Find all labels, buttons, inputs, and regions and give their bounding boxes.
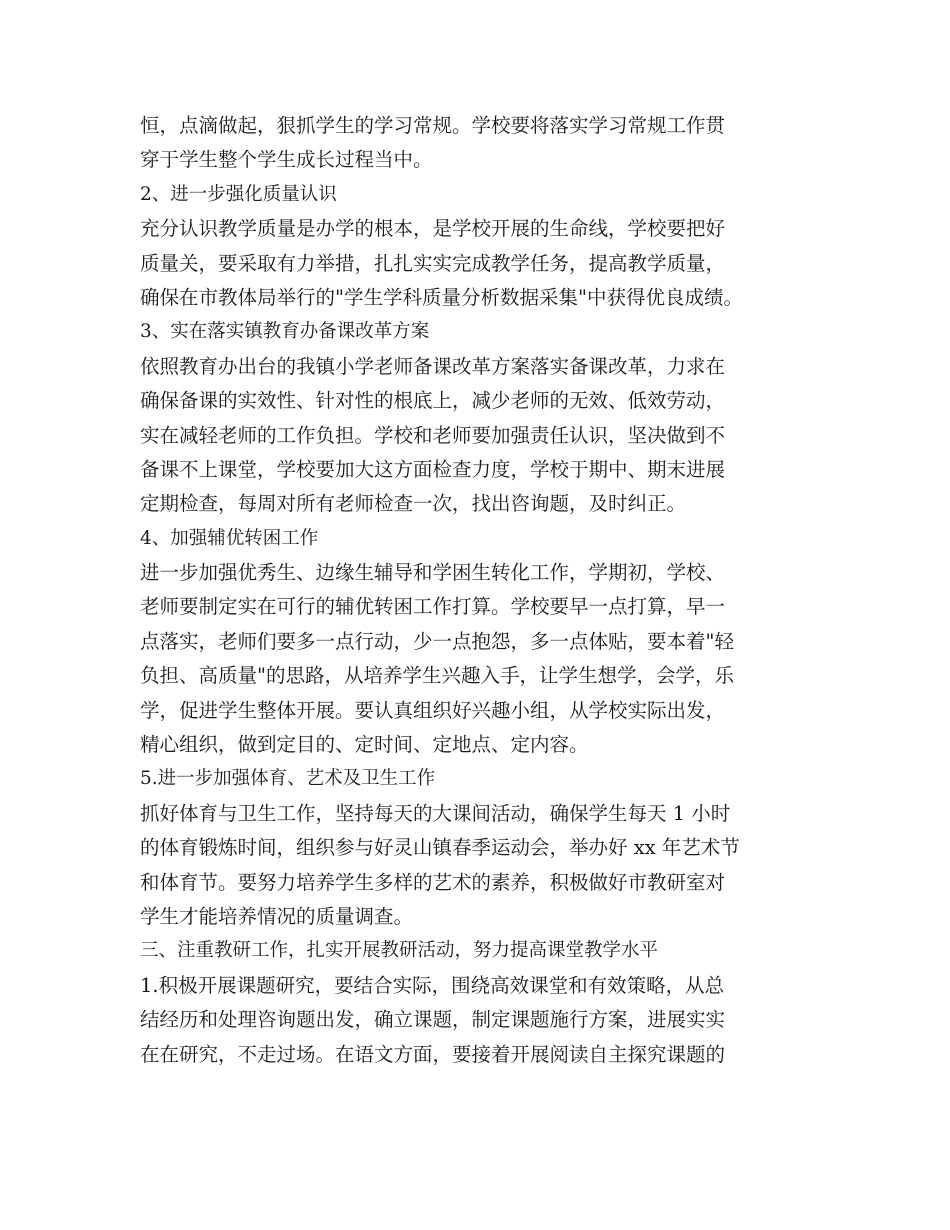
text-line: 点落实，老师们要多一点行动，少一点抱怨，多一点体贴，要本着"轻 [140,629,734,653]
text-line: 的体育锻炼时间，组织参与好灵山镇春季运动会，举办好 xx 年艺术节 [140,836,740,860]
text-line: 学生才能培养情况的质量调查。 [140,904,414,928]
text-line: 依照教育办出台的我镇小学老师备课改革方案落实备课改革，力求在 [140,354,726,378]
text-line: 质量关，要采取有力举措，扎扎实实完成教学任务，提高教学质量， [140,251,726,275]
text-line: 和体育节。要努力培养学生多样的艺术的素养，积极做好市教研室对 [140,870,726,894]
text-line: 进一步加强优秀生、边缘生辅导和学困生转化工作，学期初，学校、 [140,561,726,585]
text-line: 确保备课的实效性、针对性的根底上，减少老师的无效、低效劳动， [140,389,726,413]
text-line: 负担、高质量"的思路，从培养学生兴趣入手，让学生想学，会学，乐 [140,664,734,688]
text-line: 学，促进学生整体开展。要认真组织好兴趣小组，从学校实际出发， [140,698,726,722]
text-line: 定期检查，每周对所有老师检查一次，找出咨询题，及时纠正。 [140,492,687,516]
section-heading: 5.进一步加强体育、艺术及卫生工作 [140,768,436,790]
text-line: 在在研究，不走过场。在语文方面，要接着开展阅读自主探究课题的 [140,1042,726,1066]
text-line: 抓好体育与卫生工作，坚持每天的大课间活动，确保学生每天 1 小时 [140,801,731,825]
text-line: 穿于学生整个学生成长过程当中。 [140,148,433,172]
section-heading: 3、实在落实镇教育办备课改革方案 [140,321,430,343]
text-line: 老师要制定实在可行的辅优转困工作打算。学校要早一点打算，早一 [140,595,726,619]
section-heading: 2、进一步强化质量认识 [140,183,337,205]
text-line: 备课不上课堂，学校要加大这方面检查力度，学校于期中、期末进展 [140,457,726,481]
text-line: 充分认识教学质量是办学的根本，是学校开展的生命线，学校要把好 [140,217,726,241]
text-line: 恒，点滴做起，狠抓学生的学习常规。学校要将落实学习常规工作贯 [140,114,726,137]
section-heading: 三、注重教研工作，扎实开展教研活动，努力提高课堂教学水平 [140,940,659,962]
text-line: 精心组织，做到定目的、定时间、定地点、定内容。 [140,733,589,757]
text-line: 确保在市教体局举行的"学生学科质量分析数据采集"中获得优良成绩。 [140,285,743,309]
text-line: 结经历和处理咨询题出发，确立课题，制定课题施行方案，进展实实 [140,1008,726,1032]
document-body [140,109,820,1072]
text-line: 1.积极开展课题研究，要结合实际，围绕高效课堂和有效策略，从总 [140,973,725,997]
text-line: 实在减轻老师的工作负担。学校和老师要加强责任认识，坚决做到不 [140,423,726,447]
section-heading: 4、加强辅优转困工作 [140,527,319,549]
